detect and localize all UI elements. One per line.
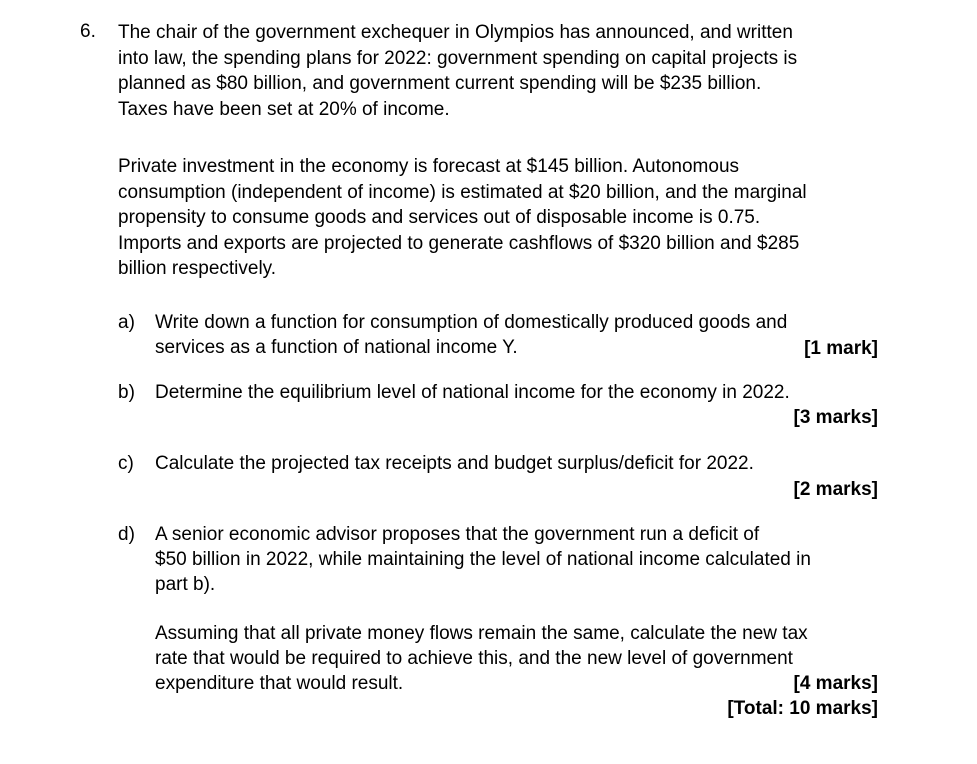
part-d-line: A senior economic advisor proposes that the government run a deficit of — [155, 524, 760, 545]
part-c-marks: [2 marks] — [793, 479, 878, 500]
part-d-followup-line: Assuming that all private money flows remain the same, calculate the new tax — [155, 623, 808, 644]
part-a-letter: a) — [118, 312, 135, 333]
part-b-letter: b) — [118, 382, 135, 403]
part-d-marks: [4 marks] — [793, 673, 878, 694]
part-d-letter: d) — [118, 524, 135, 545]
intro-line: The chair of the government exchequer in Olympios has announced, and written — [118, 22, 793, 43]
total-marks: [Total: 10 marks] — [727, 698, 878, 719]
question-context — [118, 154, 918, 282]
part-d-line: $50 billion in 2022, while maintaining the level of national income calculated in — [155, 549, 811, 570]
context-line: Imports and exports are projected to generate cashflows of $320 billion and $285 — [118, 232, 800, 254]
part-b-line: Determine the equilibrium level of national income for the economy in 2022. — [155, 382, 790, 403]
part-a-line: services as a function of national income Y. — [155, 337, 518, 358]
part-a-marks: [1 mark] — [804, 338, 878, 359]
part-c-letter: c) — [118, 453, 134, 474]
intro-line: into law, the spending plans for 2022: government spending on capital projects is — [118, 47, 798, 69]
intro-line: planned as $80 billion, and government current spending will be $235 billion. — [118, 73, 762, 94]
context-line: consumption (independent of income) is estimated at $20 billion, and the marginal — [118, 181, 807, 203]
part-d-line: part b). — [155, 574, 216, 595]
part-a-line: Write down a function for consumption of domestically produced goods and — [155, 312, 788, 333]
part-c-line: Calculate the projected tax receipts and budget surplus/deficit for 2022. — [155, 453, 754, 474]
question-intro — [118, 20, 918, 122]
intro-line: Taxes have been set at 20% of income. — [118, 98, 450, 120]
part-b-marks: [3 marks] — [793, 407, 878, 428]
part-b-body — [155, 380, 915, 405]
part-d-body — [155, 522, 915, 597]
context-line: propensity to consume goods and services out of disposable income is 0.75. — [118, 207, 761, 228]
context-line: Private investment in the economy is forecast at $145 billion. Autonomous — [118, 156, 740, 177]
context-line: billion respectively. — [118, 258, 277, 279]
part-c-body — [155, 451, 915, 476]
part-d-followup-line: expenditure that would result. — [155, 673, 404, 694]
question-number: 6. — [80, 21, 96, 42]
part-d-followup-line: rate that would be required to achieve this, and the new level of government — [155, 648, 793, 669]
